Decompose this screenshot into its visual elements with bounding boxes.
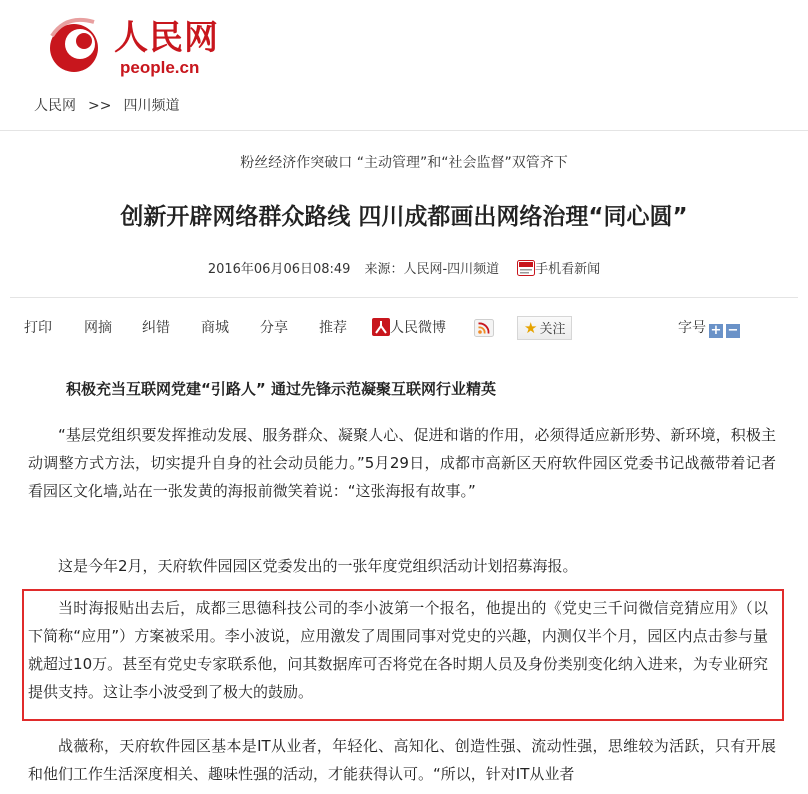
meta-divider xyxy=(10,297,798,298)
brand-domain: people.cn xyxy=(120,58,200,77)
wangzhai-button[interactable]: 网摘 xyxy=(84,320,112,336)
article-timestamp: 2016年06月06日08:49 xyxy=(207,262,351,277)
mall-button[interactable]: 商城 xyxy=(201,320,229,336)
font-size-control xyxy=(678,318,740,338)
article-source[interactable]: 来源：人民网-四川频道 xyxy=(364,262,500,277)
header-divider xyxy=(0,130,808,131)
article-title: 创新开辟网络群众路线 四川成都画出网络治理“同心圆” xyxy=(120,204,688,230)
print-button[interactable]: 打印 xyxy=(24,320,52,336)
people-logo-mark-icon xyxy=(44,16,108,74)
font-size-label: 字号 xyxy=(678,320,706,336)
section-heading: 积极充当互联网党建“引路人” 通过先锋示范凝聚互联网行业精英 xyxy=(66,380,496,398)
font-increase-button[interactable]: + xyxy=(710,323,722,338)
article-paragraph: 战薇称，天府软件园区基本是IT从业者，年轻化、高知化、创造性强、流动性强，思维较为活跃，只有开展和他们工作生活深度相关、趣味性强的活动，才能获得认可。“所以，针对IT从业者 xyxy=(28,737,776,783)
correction-button[interactable]: 纠错 xyxy=(142,320,170,336)
share-button[interactable]: 分享 xyxy=(260,320,288,336)
article-paragraph: 这是今年2月，天府软件园园区党委发出的一张年度党组织活动计划招募海报。 xyxy=(58,557,578,575)
breadcrumb-channel-link[interactable]: 四川频道 xyxy=(123,98,180,114)
recommend-button[interactable]: 推荐 xyxy=(319,320,347,336)
mobile-news-icon xyxy=(517,260,535,276)
people-weibo-button[interactable] xyxy=(372,318,446,338)
article-meta xyxy=(0,260,808,280)
brand-name: 人民网 xyxy=(114,18,219,58)
star-icon: ★ xyxy=(524,319,538,337)
highlighted-paragraph: 当时海报贴出去后，成都三思德科技公司的李小波第一个报名，他提出的《党史三千问微信竞猜应用》（以下简称“应用”）方案被采用。李小波说，应用激发了周围同事对党史的兴趣，内测仅半个月，园区内点击参与量就超过10万。甚至有党史专家联系他，问其数据库可否将党在各时期人员及身份类别变化纳入进来，为专业研究提供支持。这让李小波受到了极大的鼓励。 xyxy=(28,599,768,701)
breadcrumb-home-link[interactable]: 人民网 xyxy=(34,98,76,114)
article-paragraph: “基层党组织要发挥推动发展、服务群众、凝聚人心、促进和谐的作用，必须得适应新形势、新环境，积极主动调整方式方法，切实提升自身的社会动员能力。”5月29日，成都市高新区天府软件园区党委书记战薇带着记者看园区文化墙,站在一张发黄的海报前微笑着说：“这张海报有故事。” xyxy=(28,426,776,500)
follow-label: 关注 xyxy=(539,322,566,337)
article-subtitle: 粉丝经济作突破口 “主动管理”和“社会监督”双管齐下 xyxy=(240,155,568,171)
follow-button[interactable] xyxy=(517,316,572,340)
rss-icon[interactable] xyxy=(474,319,494,337)
people-logo[interactable] xyxy=(44,14,224,77)
mobile-news-link[interactable]: 手机看新闻 xyxy=(535,262,601,277)
font-decrease-button[interactable]: − xyxy=(727,323,739,338)
breadcrumb-separator: >> xyxy=(88,98,112,114)
people-weibo-label: 人民微博 xyxy=(390,320,446,336)
breadcrumb xyxy=(34,96,179,116)
people-weibo-icon xyxy=(372,318,390,336)
